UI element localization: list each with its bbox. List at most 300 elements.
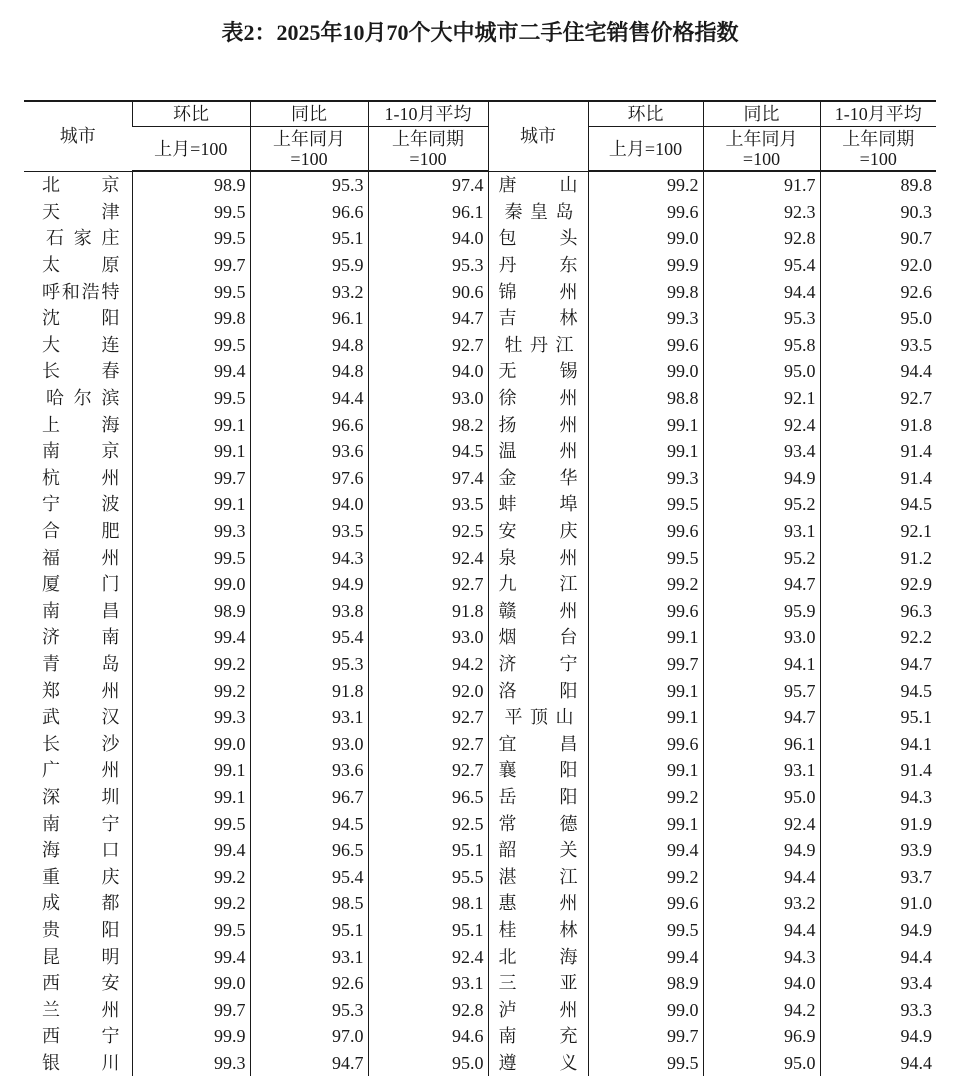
- table-row: [24, 199, 936, 226]
- city-name-cell: 深圳: [42, 786, 120, 807]
- yoy-value-cell: 93.6: [250, 438, 368, 465]
- mom-value-cell: 99.7: [588, 1023, 703, 1050]
- table-row: [24, 411, 936, 438]
- mom-value-cell: 99.0: [132, 571, 250, 598]
- yoy-value-cell: 97.0: [250, 1023, 368, 1050]
- yoy-value-cell: 94.0: [703, 970, 820, 997]
- mom-value-cell: 99.2: [132, 677, 250, 704]
- yoy-value-cell: 94.4: [703, 278, 820, 305]
- yoy-value-cell: 94.9: [703, 465, 820, 492]
- avg-value-cell: 89.8: [820, 171, 936, 199]
- yoy-value-cell: 93.0: [250, 730, 368, 757]
- city-name-cell: 青岛: [42, 653, 120, 674]
- mom-value-cell: 99.5: [588, 491, 703, 518]
- avg-value-cell: 92.5: [368, 518, 488, 545]
- avg-value-cell: 90.6: [368, 278, 488, 305]
- yoy-value-cell: 94.9: [703, 837, 820, 864]
- avg-value-cell: 94.1: [820, 730, 936, 757]
- avg-value-cell: 91.9: [820, 810, 936, 837]
- avg-value-cell: 94.0: [368, 358, 488, 385]
- table-row: [24, 598, 936, 625]
- table-row: [24, 278, 936, 305]
- mom-value-cell: 99.0: [132, 970, 250, 997]
- city-name-cell: 惠州: [488, 890, 588, 917]
- mom-value-cell: 99.6: [588, 199, 703, 226]
- price-index-table: [24, 100, 936, 1076]
- yoy-value-cell: 94.7: [703, 571, 820, 598]
- city-name-cell: 天津: [42, 201, 120, 222]
- mom-value-cell: 99.5: [132, 332, 250, 359]
- header-yoy-right: 同比: [703, 101, 820, 127]
- yoy-value-cell: 93.6: [250, 757, 368, 784]
- yoy-value-cell: 95.3: [250, 651, 368, 678]
- table-row: [24, 544, 936, 571]
- table-row: [24, 252, 936, 279]
- table-row: [24, 677, 936, 704]
- table-row: [24, 465, 936, 492]
- mom-value-cell: 99.0: [132, 730, 250, 757]
- mom-value-cell: 99.4: [132, 358, 250, 385]
- city-name-cell: 烟台: [488, 624, 588, 651]
- city-name-cell: 西安: [42, 973, 120, 994]
- yoy-value-cell: 96.5: [250, 837, 368, 864]
- avg-value-cell: 94.3: [820, 784, 936, 811]
- yoy-value-cell: 94.8: [250, 358, 368, 385]
- avg-value-cell: 91.2: [820, 544, 936, 571]
- avg-value-cell: 94.5: [820, 677, 936, 704]
- mom-value-cell: 99.2: [588, 784, 703, 811]
- avg-value-cell: 94.0: [368, 225, 488, 252]
- avg-value-cell: 94.7: [820, 651, 936, 678]
- avg-value-cell: 98.1: [368, 890, 488, 917]
- avg-value-cell: 92.7: [368, 571, 488, 598]
- page-title: 表2：2025年10月70个大中城市二手住宅销售价格指数: [221, 20, 739, 45]
- mom-value-cell: 99.4: [132, 837, 250, 864]
- mom-value-cell: 99.6: [588, 730, 703, 757]
- table-row: [24, 1050, 936, 1077]
- city-name-cell: 安庆: [488, 518, 588, 545]
- yoy-value-cell: 92.4: [703, 411, 820, 438]
- header-yoy-base: 上年同月 =100: [250, 127, 368, 172]
- yoy-value-cell: 93.2: [703, 890, 820, 917]
- table-row: [24, 332, 936, 359]
- table-row: [24, 651, 936, 678]
- city-name-cell: 北海: [488, 943, 588, 970]
- header-mom-right: 环比: [588, 101, 703, 127]
- table-row: [24, 571, 936, 598]
- avg-value-cell: 94.5: [820, 491, 936, 518]
- yoy-value-cell: 92.6: [250, 970, 368, 997]
- city-name-cell: 杭州: [42, 467, 120, 488]
- table-row: [24, 970, 936, 997]
- mom-value-cell: 98.9: [132, 598, 250, 625]
- header-avg-base: 上年同期 =100: [368, 127, 488, 172]
- city-name-cell: 武汉: [42, 707, 120, 728]
- city-name-cell: 大连: [42, 334, 120, 355]
- city-name-cell: 秦皇岛: [488, 199, 588, 226]
- city-name-cell: 济宁: [488, 651, 588, 678]
- avg-value-cell: 95.1: [368, 837, 488, 864]
- avg-value-cell: 92.5: [368, 810, 488, 837]
- table-row: [24, 917, 936, 944]
- mom-value-cell: 99.2: [132, 651, 250, 678]
- mom-value-cell: 99.6: [588, 890, 703, 917]
- avg-value-cell: 93.5: [820, 332, 936, 359]
- header-city-right: 城市: [488, 101, 588, 171]
- mom-value-cell: 99.2: [132, 863, 250, 890]
- mom-value-cell: 99.3: [588, 465, 703, 492]
- table-row: [24, 624, 936, 651]
- avg-value-cell: 92.2: [820, 624, 936, 651]
- avg-value-cell: 95.0: [368, 1050, 488, 1077]
- avg-value-cell: 95.1: [820, 704, 936, 731]
- mom-value-cell: 99.2: [132, 890, 250, 917]
- city-name-cell: 金华: [488, 465, 588, 492]
- yoy-value-cell: 93.1: [250, 704, 368, 731]
- avg-value-cell: 96.1: [368, 199, 488, 226]
- mom-value-cell: 99.2: [588, 171, 703, 199]
- avg-value-cell: 91.4: [820, 757, 936, 784]
- mom-value-cell: 99.0: [588, 225, 703, 252]
- city-name-cell: 北京: [42, 175, 120, 196]
- table-row: [24, 518, 936, 545]
- avg-value-cell: 96.3: [820, 598, 936, 625]
- city-name-cell: 郑州: [42, 680, 120, 701]
- mom-value-cell: 99.4: [588, 943, 703, 970]
- yoy-value-cell: 96.6: [250, 199, 368, 226]
- yoy-value-cell: 95.4: [250, 863, 368, 890]
- header-city: 城市: [24, 101, 132, 171]
- avg-value-cell: 98.2: [368, 411, 488, 438]
- table-row: [24, 863, 936, 890]
- table-row: [24, 225, 936, 252]
- mom-value-cell: 99.4: [132, 943, 250, 970]
- yoy-value-cell: 94.4: [703, 863, 820, 890]
- city-name-cell: 常德: [488, 810, 588, 837]
- yoy-value-cell: 96.7: [250, 784, 368, 811]
- header-mom: 环比: [132, 101, 250, 127]
- mom-value-cell: 99.8: [132, 305, 250, 332]
- yoy-value-cell: 96.1: [250, 305, 368, 332]
- avg-value-cell: 92.4: [368, 943, 488, 970]
- mom-value-cell: 99.0: [588, 358, 703, 385]
- city-name-cell: 湛江: [488, 863, 588, 890]
- avg-value-cell: 94.4: [820, 358, 936, 385]
- city-name-cell: 包头: [488, 225, 588, 252]
- mom-value-cell: 99.1: [588, 624, 703, 651]
- header-avg: 1-10月平均: [368, 101, 488, 127]
- yoy-value-cell: 95.0: [703, 784, 820, 811]
- avg-value-cell: 92.4: [368, 544, 488, 571]
- mom-value-cell: 99.1: [132, 757, 250, 784]
- mom-value-cell: 99.3: [132, 704, 250, 731]
- mom-value-cell: 99.1: [588, 411, 703, 438]
- city-name-cell: 扬州: [488, 411, 588, 438]
- yoy-value-cell: 98.5: [250, 890, 368, 917]
- city-name-cell: 泸州: [488, 996, 588, 1023]
- city-name-cell: 石家庄: [46, 228, 120, 249]
- yoy-value-cell: 95.0: [703, 1050, 820, 1077]
- avg-value-cell: 94.5: [368, 438, 488, 465]
- mom-value-cell: 98.8: [588, 385, 703, 412]
- yoy-value-cell: 96.1: [703, 730, 820, 757]
- city-name-cell: 温州: [488, 438, 588, 465]
- yoy-value-cell: 93.1: [703, 518, 820, 545]
- yoy-value-cell: 94.9: [250, 571, 368, 598]
- avg-value-cell: 97.4: [368, 171, 488, 199]
- table-header: [24, 101, 936, 171]
- yoy-value-cell: 96.6: [250, 411, 368, 438]
- avg-value-cell: 95.3: [368, 252, 488, 279]
- table-row: [24, 730, 936, 757]
- city-name-cell: 沈阳: [42, 308, 120, 329]
- table-row: [24, 491, 936, 518]
- table-row: [24, 171, 936, 199]
- avg-value-cell: 95.5: [368, 863, 488, 890]
- table-row: [24, 438, 936, 465]
- mom-value-cell: 99.6: [588, 598, 703, 625]
- mom-value-cell: 99.2: [588, 571, 703, 598]
- yoy-value-cell: 94.8: [250, 332, 368, 359]
- city-name-cell: 遵义: [488, 1050, 588, 1077]
- avg-value-cell: 92.0: [368, 677, 488, 704]
- table-row: [24, 358, 936, 385]
- mom-value-cell: 99.3: [132, 1050, 250, 1077]
- city-name-cell: 长春: [42, 361, 120, 382]
- avg-value-cell: 95.0: [820, 305, 936, 332]
- yoy-value-cell: 93.1: [250, 943, 368, 970]
- city-name-cell: 岳阳: [488, 784, 588, 811]
- city-name-cell: 广州: [42, 760, 120, 781]
- yoy-value-cell: 94.2: [703, 996, 820, 1023]
- table-row: [24, 385, 936, 412]
- mom-value-cell: 99.5: [132, 225, 250, 252]
- avg-value-cell: 96.5: [368, 784, 488, 811]
- avg-value-cell: 92.7: [368, 730, 488, 757]
- yoy-value-cell: 92.1: [703, 385, 820, 412]
- yoy-value-cell: 94.3: [703, 943, 820, 970]
- avg-value-cell: 92.7: [820, 385, 936, 412]
- avg-value-cell: 91.0: [820, 890, 936, 917]
- yoy-value-cell: 95.1: [250, 917, 368, 944]
- city-name-cell: 海口: [42, 840, 120, 861]
- city-name-cell: 徐州: [488, 385, 588, 412]
- city-name-cell: 南充: [488, 1023, 588, 1050]
- yoy-value-cell: 93.0: [703, 624, 820, 651]
- city-name-cell: 哈尔滨: [46, 388, 120, 409]
- mom-value-cell: 99.1: [132, 491, 250, 518]
- avg-value-cell: 90.3: [820, 199, 936, 226]
- header-mom-base: 上月=100: [132, 127, 250, 172]
- mom-value-cell: 99.7: [132, 252, 250, 279]
- header-avg-right: 1-10月平均: [820, 101, 936, 127]
- avg-value-cell: 93.1: [368, 970, 488, 997]
- avg-value-cell: 91.8: [820, 411, 936, 438]
- city-name-cell: 太原: [42, 255, 120, 276]
- avg-value-cell: 93.7: [820, 863, 936, 890]
- city-name-cell: 兰州: [42, 999, 120, 1020]
- city-name-cell: 三亚: [488, 970, 588, 997]
- yoy-value-cell: 94.5: [250, 810, 368, 837]
- yoy-value-cell: 95.3: [703, 305, 820, 332]
- table-row: [24, 996, 936, 1023]
- yoy-value-cell: 91.8: [250, 677, 368, 704]
- yoy-value-cell: 94.7: [250, 1050, 368, 1077]
- header-yoy-base-right: 上年同月 =100: [703, 127, 820, 172]
- avg-value-cell: 92.6: [820, 278, 936, 305]
- mom-value-cell: 99.3: [588, 305, 703, 332]
- mom-value-cell: 99.9: [132, 1023, 250, 1050]
- city-name-cell: 洛阳: [488, 677, 588, 704]
- city-name-cell: 上海: [42, 414, 120, 435]
- yoy-value-cell: 95.0: [703, 358, 820, 385]
- avg-value-cell: 93.9: [820, 837, 936, 864]
- avg-value-cell: 95.1: [368, 917, 488, 944]
- mom-value-cell: 99.7: [132, 465, 250, 492]
- avg-value-cell: 94.6: [368, 1023, 488, 1050]
- city-name-cell: 厦门: [42, 574, 120, 595]
- yoy-value-cell: 95.3: [250, 996, 368, 1023]
- avg-value-cell: 92.0: [820, 252, 936, 279]
- mom-value-cell: 99.1: [132, 784, 250, 811]
- mom-value-cell: 99.2: [588, 863, 703, 890]
- table-row: [24, 704, 936, 731]
- city-name-cell: 锦州: [488, 278, 588, 305]
- avg-value-cell: 93.0: [368, 624, 488, 651]
- city-name-cell: 韶关: [488, 837, 588, 864]
- yoy-value-cell: 91.7: [703, 171, 820, 199]
- yoy-value-cell: 93.4: [703, 438, 820, 465]
- table-row: [24, 810, 936, 837]
- avg-value-cell: 94.4: [820, 1050, 936, 1077]
- city-name-cell: 银川: [42, 1052, 120, 1073]
- city-name-cell: 南昌: [42, 600, 120, 621]
- city-name-cell: 桂林: [488, 917, 588, 944]
- mom-value-cell: 99.5: [132, 544, 250, 571]
- city-name-cell: 长沙: [42, 733, 120, 754]
- mom-value-cell: 99.1: [588, 704, 703, 731]
- yoy-value-cell: 95.9: [703, 598, 820, 625]
- city-name-cell: 赣州: [488, 598, 588, 625]
- city-name-cell: 无锡: [488, 358, 588, 385]
- yoy-value-cell: 92.3: [703, 199, 820, 226]
- mom-value-cell: 99.7: [132, 996, 250, 1023]
- yoy-value-cell: 95.8: [703, 332, 820, 359]
- avg-value-cell: 92.7: [368, 332, 488, 359]
- yoy-value-cell: 93.5: [250, 518, 368, 545]
- city-name-cell: 贵阳: [42, 919, 120, 940]
- city-name-cell: 蚌埠: [488, 491, 588, 518]
- mom-value-cell: 99.6: [588, 518, 703, 545]
- mom-value-cell: 98.9: [588, 970, 703, 997]
- avg-value-cell: 94.9: [820, 1023, 936, 1050]
- yoy-value-cell: 95.2: [703, 544, 820, 571]
- mom-value-cell: 99.4: [132, 624, 250, 651]
- avg-value-cell: 94.2: [368, 651, 488, 678]
- yoy-value-cell: 94.7: [703, 704, 820, 731]
- mom-value-cell: 99.5: [588, 1050, 703, 1077]
- table-row: [24, 757, 936, 784]
- avg-value-cell: 92.1: [820, 518, 936, 545]
- city-name-cell: 呼和浩特: [42, 281, 120, 302]
- avg-value-cell: 92.8: [368, 996, 488, 1023]
- city-name-cell: 泉州: [488, 544, 588, 571]
- mom-value-cell: 99.3: [132, 518, 250, 545]
- mom-value-cell: 99.5: [132, 278, 250, 305]
- yoy-value-cell: 95.4: [250, 624, 368, 651]
- mom-value-cell: 99.1: [132, 411, 250, 438]
- yoy-value-cell: 97.6: [250, 465, 368, 492]
- city-name-cell: 宁波: [42, 494, 120, 515]
- mom-value-cell: 99.5: [588, 917, 703, 944]
- city-name-cell: 福州: [42, 547, 120, 568]
- city-name-cell: 南宁: [42, 813, 120, 834]
- city-name-cell: 九江: [488, 571, 588, 598]
- mom-value-cell: 99.1: [588, 677, 703, 704]
- header-yoy: 同比: [250, 101, 368, 127]
- avg-value-cell: 94.4: [820, 943, 936, 970]
- yoy-value-cell: 92.4: [703, 810, 820, 837]
- avg-value-cell: 92.9: [820, 571, 936, 598]
- avg-value-cell: 92.7: [368, 704, 488, 731]
- header-avg-base-right: 上年同期 =100: [820, 127, 936, 172]
- header-mom-base-right: 上月=100: [588, 127, 703, 172]
- table-row: [24, 305, 936, 332]
- city-name-cell: 平顶山: [488, 704, 588, 731]
- mom-value-cell: 99.5: [588, 544, 703, 571]
- city-name-cell: 西宁: [42, 1026, 120, 1047]
- city-name-cell: 昆明: [42, 946, 120, 967]
- mom-value-cell: 98.9: [132, 171, 250, 199]
- mom-value-cell: 99.8: [588, 278, 703, 305]
- table-body: [24, 171, 936, 1076]
- avg-value-cell: 91.4: [820, 438, 936, 465]
- table-row: [24, 1023, 936, 1050]
- avg-value-cell: 93.5: [368, 491, 488, 518]
- city-name-cell: 宜昌: [488, 730, 588, 757]
- yoy-value-cell: 92.8: [703, 225, 820, 252]
- city-name-cell: 丹东: [488, 252, 588, 279]
- table-row: [24, 784, 936, 811]
- mom-value-cell: 99.1: [588, 810, 703, 837]
- mom-value-cell: 99.4: [588, 837, 703, 864]
- mom-value-cell: 99.1: [132, 438, 250, 465]
- yoy-value-cell: 95.9: [250, 252, 368, 279]
- mom-value-cell: 99.1: [588, 438, 703, 465]
- mom-value-cell: 99.5: [132, 917, 250, 944]
- yoy-value-cell: 96.9: [703, 1023, 820, 1050]
- avg-value-cell: 94.7: [368, 305, 488, 332]
- city-name-cell: 牡丹江: [488, 332, 588, 359]
- city-name-cell: 南京: [42, 441, 120, 462]
- yoy-value-cell: 95.7: [703, 677, 820, 704]
- city-name-cell: 济南: [42, 627, 120, 648]
- city-name-cell: 襄阳: [488, 757, 588, 784]
- mom-value-cell: 99.5: [132, 199, 250, 226]
- table-row: [24, 890, 936, 917]
- yoy-value-cell: 93.2: [250, 278, 368, 305]
- mom-value-cell: 99.5: [132, 810, 250, 837]
- yoy-value-cell: 94.3: [250, 544, 368, 571]
- avg-value-cell: 93.3: [820, 996, 936, 1023]
- yoy-value-cell: 95.4: [703, 252, 820, 279]
- avg-value-cell: 93.0: [368, 385, 488, 412]
- mom-value-cell: 99.1: [588, 757, 703, 784]
- table-row: [24, 837, 936, 864]
- yoy-value-cell: 94.4: [703, 917, 820, 944]
- yoy-value-cell: 94.1: [703, 651, 820, 678]
- yoy-value-cell: 95.3: [250, 171, 368, 199]
